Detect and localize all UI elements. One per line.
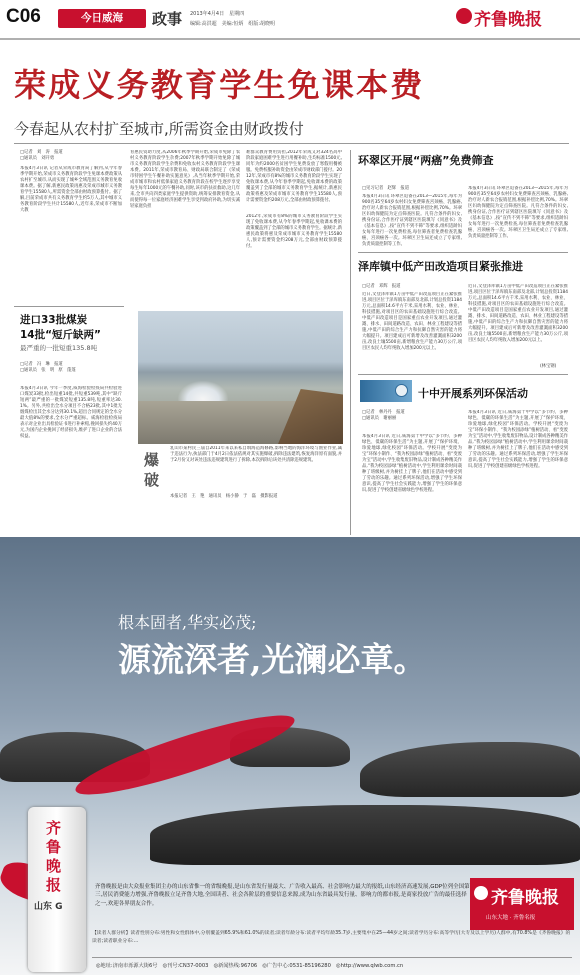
rock	[360, 742, 580, 797]
section-tab: 今日威海	[58, 9, 146, 28]
huancui-byline: □见习记者 赵辉 报道	[362, 186, 410, 191]
page-number: C06	[6, 6, 41, 27]
shizhong-body-col2: 本报4月3日讯 近日,威海第十中学以“多节约、多种绿色、低碳的环保生活”为主题,开展了“保护环境、珍爱地球,绿化校园”环保活动。学校开展“变废为宝”环保小制作、“我为校园添绿”植树活动、看“变废为宝”活动中,学生收集废旧物品,设计制成各种精美作品,“我为校园添绿”植树活动中,学生利用课余时间栽种了班级树,并为树挂上了牌子,他们在活动中感受到了劳动的乐趣。通过系列环保活动,增强了学生环保意识,提高了学生社会实践能力,增强了学生的环保意识,促进了学校创建省级绿色学校进程。	[468, 410, 568, 469]
coal-byline: □记者 冯 琳 报道 □通讯员 张 明 原 蓬蓬	[20, 362, 76, 373]
lead-body-col2: 育惠民资助力度,从2006年秋季学期开始,荣成市免除了农村义务教育阶段学生杂费;2007年秋季学期开始免除了城市义务教育阶段学生杂费和免收农村义务教育阶段学生课本费。2011年,荣成市教育局、财政局联合制定了《荣成市特困学生午餐补助实施意见》,从当年秋季学期开始,荣成市城市和农村低保家庭义务教育阶段在校学生逐步享受每生每年1000元的午餐补助,同时,该市的扶贫救助,这几年来,全市共向四类家庭学生提供资助,统筹安排教育资金,从而使得每一位家庭经济困难学生享受到政府补助,为切实减轻家庭负担	[130, 150, 240, 209]
ad-slogan-1: 根本固者,华实必茂;	[118, 613, 257, 632]
coal-title-2: 14批“短斤缺两”	[20, 329, 101, 341]
ad-slogan-2: 源流深者,光澜必章。	[118, 640, 427, 679]
zeku-body-col2: 近日,文登泽库镇1万亩中低产田改造项目正在紧张推进,项目区位于泽库镇东南部及北部,计划总投资1184万元,总面积14.6平方千米,采用水利、农业、林业、科技措施,对项目区的农田基础设施进行综合改造。中低产田改造项目是国家重点农业开发项目,通过灌溉、排水、田间道路改造、农田、林业工程建设等措施,中低产田的综合生产力和抗御自然灾害的能力将大幅提升。项目建成后可新增及改善灌溉面积3200亩,改良土壤5500亩,新增粮食生产能力30万公斤,项目区农民人均年纯收入增加200元以上。	[468, 284, 568, 343]
lead-subheadline: 今春起从农村扩至城市,所需资金由财政拨付	[14, 120, 304, 138]
globe-icon	[395, 384, 408, 397]
shizhong-title: 十中开展系列环保活动	[418, 387, 528, 400]
photo-credit: 本报记者 王 艳 通讯员 杨小静 于 磊 摄影报道	[170, 494, 278, 499]
rock	[150, 805, 580, 865]
rolled-newspaper-label: 齐鲁晚报	[46, 819, 62, 894]
photo-caption: 乳山市某村民三届自2011年来以来私自填海造海修路,影响当地的海洋环境与渔业作业,属于违法行为,执法部门于4月2日依法依规对其实施爆破,拆除违法建筑,恢复海洋原有面貌,并于2月份又对该处违法违规建筑进行了拆除,本次拆除后该处共清除违规建筑。	[170, 446, 342, 463]
newspaper-logo: 齐鲁晚报	[474, 10, 542, 30]
huancui-title: 环翠区开展“两癌”免费筛查	[358, 154, 494, 167]
reader-data: 【读者人群分析】读者性别分布:男性和女性群体中,分别覆盖到65.9%和61.0%的读者;读者年龄分布:读者平均年龄35.7岁,主要集中在25—44岁之间;读者学历分布:高等学历(大专及以上学历)人群中,有70.8%是《齐鲁晚报》的读者;读者职业分布:…	[92, 931, 571, 944]
logo-emblem-icon	[456, 8, 472, 24]
lead-body-col3: 难群众教育费用负担,2012年荣成又对324名高中阶段家庭困难学生进行用餐补助,生均标准1500元,同年为约2000名贫困学生免费发放了寒假用餐被服。免费校服补助资金由荣成市财政部门拨付。2012年,荣成市有8%的城市义务教育阶段学生实现了免收课本费,从今年春季学期起,免收课本费的政策覆盖到了全部的城市义务教育学生,据统计,新惠民政策将惠及荣成市城市义务教育学生15580人,预计需要资金约208万元,全部由财政预算拨付。	[246, 150, 342, 203]
date-line: 2013年4月4日 星期四	[190, 11, 245, 17]
lead-body-col4: 2012年,荣成市有8%的城市义务教育阶段学生实现了免收课本费,从今年春季学期起,免收课本费的政策覆盖到了全部的城市义务教育学生。据统计,新惠民政策将惠及荣成市城市义务教育学生15580人,预计需要资金约208万元,全部由财政预算拨付。	[246, 214, 342, 249]
section-name: 政事	[152, 10, 183, 28]
zeku-title: 泽库镇中低产田改造项目紧张推进	[358, 260, 523, 273]
lead-headline: 荣成义务教育学生免课本费	[14, 66, 425, 104]
advertisement	[0, 537, 580, 975]
ad-logo: 齐鲁晚报	[491, 888, 559, 908]
coal-body: 本报4月3日讯 今年一季度,威海检验检疫局共检验进口煤炭33批,检出短重14批,共短重539吨,其中“缺斤短两”最严重的一批煤炭短重135.8吨,短重率达30.1%。另外,共检出全水分项目不合格23批,其中1批无烟煤检出其全水分达到30.1%,超出合同规定的全水分最大值8%的要求,全水分严重超标。威海检验检疫局表示对企业出具检验证书进行补索赔,挽回损失约40万元,为国内企业挽回了经济损失,维护了进口企业的合法权益。	[20, 386, 122, 439]
ad-address: ◎地址:济南市泺源大街6号 ◎刊号:CN37-0003 ◎新闻热线:96706 ◎广告中心:0531-85196280 ◎http://www.qlwb.com.cn	[96, 963, 404, 969]
ad-intro: 齐鲁晚报是由大众报业集团主办的山东省惟一的省级晚报,是山东省发行量最大、广告收入最高、社会影响力最大的报纸,山东经济高速发展,GDP位列全国第三,居民消费能力增强,齐鲁晚报立足齐鲁大地,全国读者、社会各阶层的重要信息来源,成为山东省最具发行量、影响力的都市报,是商家投放广告的最佳选择之一,欢迎各界朋友合作。	[95, 884, 470, 907]
divider	[358, 252, 568, 253]
rolled-newspaper-side: 山东 G	[34, 902, 63, 912]
ad-slogan: 山东大地 · 齐鲁名报	[486, 915, 536, 921]
shizhong-byline: □记者 林丹丹 报道 □通讯员 谢丽丽	[362, 410, 405, 421]
logo-emblem-icon	[474, 886, 488, 900]
coal-deck: 最严重的一批短重135.8吨	[20, 344, 98, 352]
divider	[92, 957, 572, 958]
photo-label: 爆破	[144, 451, 160, 489]
column-divider	[350, 150, 351, 535]
divider	[14, 306, 124, 307]
editors-line: 编辑:高洪超 美编:恒炳 组版:胡晓明	[190, 21, 276, 27]
page-header	[0, 0, 580, 40]
huancui-body-col1: 本报4月3日讯 环翠区追备在2013—2015年,每年为900名35至64岁农村妇女免费筛查宫颈癌、乳腺癌,治疗对人新农合报销范围,根据补偿比例,70%。环翠区妇幼保健院为定点筛查医院。凡符合条件的妇女,携身份证,合作医疗证到辖区医院填写《同意书》及《基本信息》,按“宣传不到不筛”等要求,组织适龄妇女每年进行一次免费检查,每位筛查者免费检查乳腺癌、宫颈癌各一次。环翠区卫生局还成立了专家组,负责质量控制等工作。	[362, 194, 462, 246]
shizhong-body-col1: 本报4月3日讯 近日,威海第十中学以“多节约、多种绿色、低碳的环保生活”为主题,开展了“保护环境、珍爱地球,绿化校园”环保活动。学校开展“变废为宝”环保小制作、“我为校园添绿”植树活动、看“变废为宝”活动中,学生收集废旧物品,设计制成各种精美作品,“我为校园添绿”植树活动中,学生利用课余时间栽种了班级树,并为树挂上了牌子,他们在活动中感受到了劳动的乐趣。通过系列环保活动,增强了学生环保意识,提高了学生社会实践能力,增强了学生的环保意识,促进了学校创建省级绿色学校进程。	[362, 434, 462, 493]
zeku-body-col1: 近日,文登泽库镇1万亩中低产田改造项目正在紧张推进,项目区位于泽库镇东南部及北部,计划总投资1184万元,总面积14.6平方千米,采用水利、农业、林业、科技措施,对项目区的农田基础设施进行综合改造。中低产田改造项目是国家重点农业开发项目,通过灌溉、排水、田间道路改造、农田、林业工程建设等措施,中低产田的综合生产力和抗御自然灾害的能力将大幅提升。项目建成后可新增及改善灌溉面积3200亩,改良土壤5500亩,新增粮食生产能力30万公斤,项目区农民人均年纯收入增加200元以上。	[362, 292, 462, 351]
zeku-byline: □记者 邓辉 报道	[362, 284, 401, 289]
lead-body-col1: 本报4月3日讯 记者从荣成市教育局了解到,从今年春季学期开始,荣成市义务教育阶段学生免课本费政策从农村扩至城市,从而实现了城乡全域范围义务教育免收课本费。据了解,新惠民政策再惠及荣成市城市义务教育学生15580人,所需资金全部由财政预算拨付。据了解,目前荣成市共有义务教育学生约5万人,其中城市义务教育阶段学生共计15580人,近年来,荣成市不断加大教	[20, 166, 122, 213]
divider	[14, 143, 569, 144]
news-photo	[138, 311, 343, 444]
zeku-credit: (林宝钢)	[540, 364, 557, 369]
huancui-body-col2: 本报4月3日讯 环翠区追备在2013—2015年,每年为900名35至64岁农村妇女免费筛查宫颈癌、乳腺癌,治疗对人新农合报销范围,根据补偿比例,70%。环翠区妇幼保健院为定点筛查医院。凡符合条件的妇女,携身份证,合作医疗证到辖区医院填写《同意书》及《基本信息》,按“宣传不到不筛”等要求,组织适龄妇女每年进行一次免费检查,每位筛查者免费检查乳腺癌、宫颈癌各一次。环翠区卫生局还成立了专家组,负责质量控制等工作。	[468, 186, 568, 239]
lead-byline: □记者 刘 涛 报道 □通讯员 刘开勇	[20, 150, 63, 161]
coal-title-1: 进口33批煤炭	[20, 314, 88, 326]
divider	[358, 374, 568, 375]
